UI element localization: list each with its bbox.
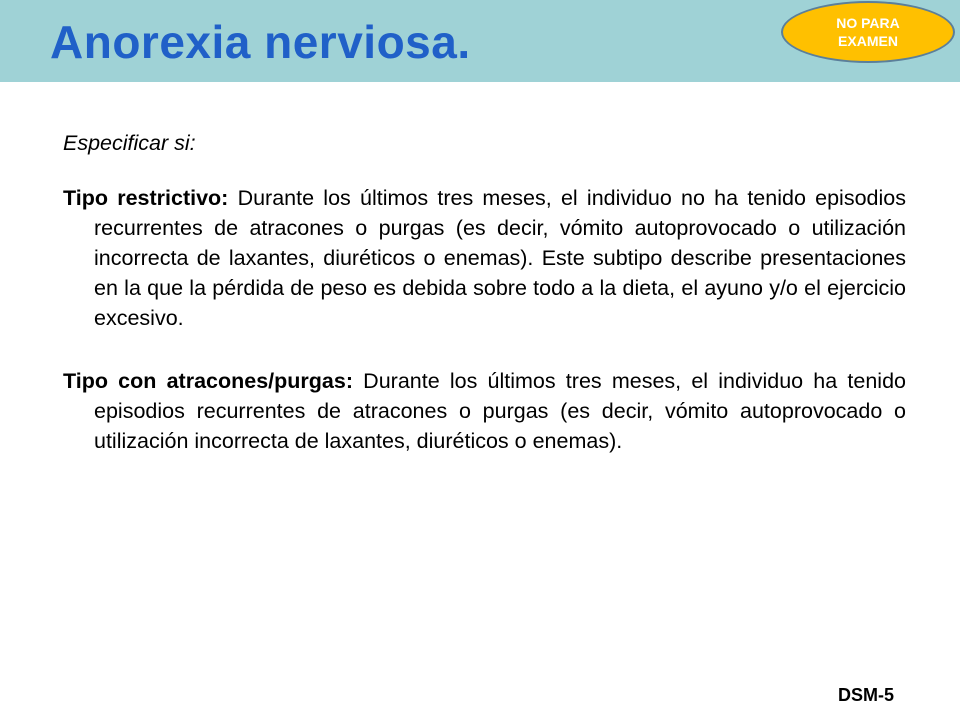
slide-body xyxy=(63,128,906,489)
subtype-restrictive xyxy=(63,183,906,333)
subtype-binge-purge-text: Durante los últimos tres meses, el individuo ha tenido episodios recurrentes de atracones o purgas (es decir, vómito autoprovocado o utilización incorrecta de laxantes, diuréticos o enemas). xyxy=(94,369,906,453)
subtype-binge-purge xyxy=(63,366,906,456)
subtype-restrictive-text: Durante los últimos tres meses, el individuo no ha tenido episodios recurrentes de atracones o purgas (es decir, vómito autoprovocado o utilización incorrecta de laxantes, diuréticos o enemas). Este subtipo describe presentaciones en la que la pérdida de peso es debida sobre todo a la dieta, el ayuno y/o el ejercicio excesivo. xyxy=(94,186,906,330)
subtype-binge-purge-term: Tipo con atracones/purgas: xyxy=(63,369,353,393)
source-label: DSM-5 xyxy=(837,685,894,705)
no-exam-badge xyxy=(781,1,955,63)
badge-label: NO PARA EXAMEN xyxy=(836,15,900,49)
slide-title: Anorexia nerviosa. xyxy=(50,16,471,68)
subtype-restrictive-term: Tipo restrictivo: xyxy=(63,186,229,210)
specify-intro: Especificar si: xyxy=(63,131,196,155)
